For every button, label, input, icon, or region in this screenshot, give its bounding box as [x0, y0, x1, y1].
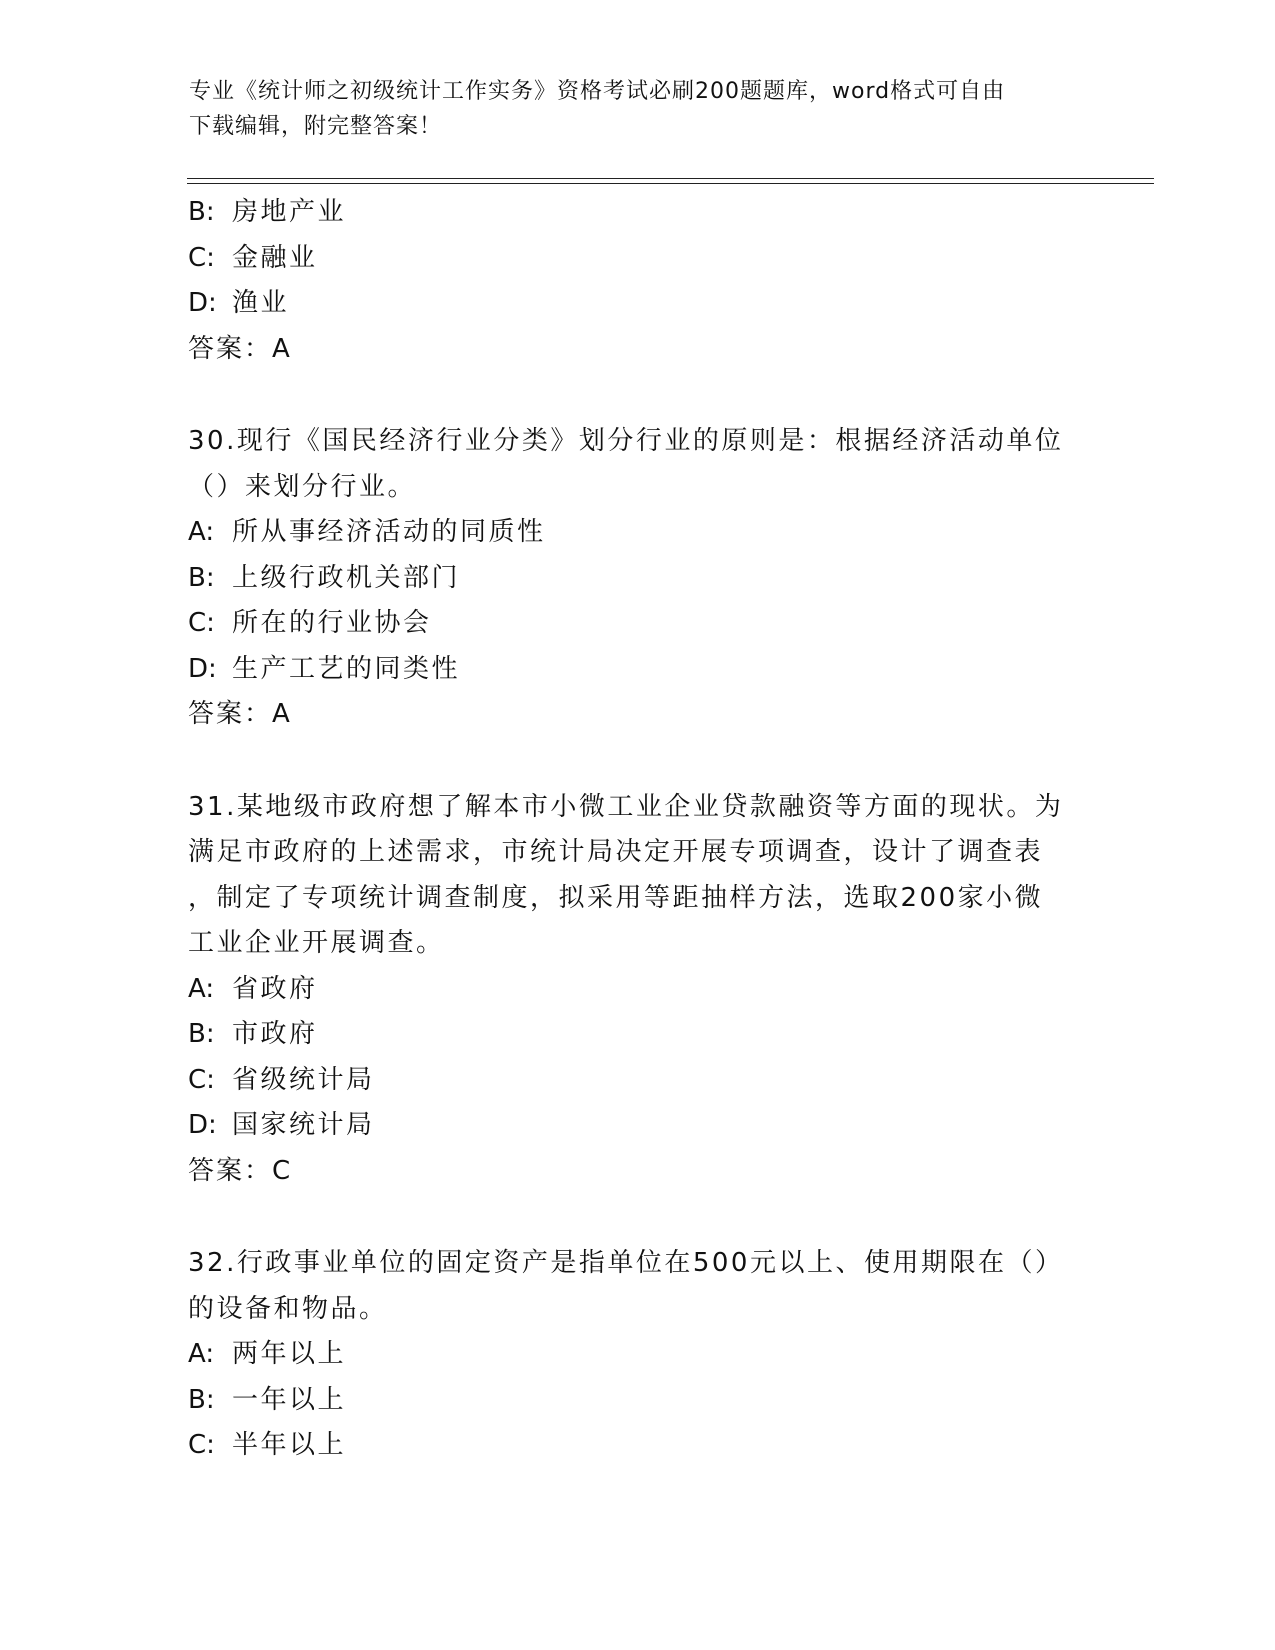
option-c: C: 金融业: [188, 242, 318, 273]
header-divider-bottom: [187, 183, 1154, 184]
question-30: [188, 419, 1088, 738]
question-text-line: （）来划分行业。: [188, 471, 417, 502]
question-31: [188, 785, 1088, 1195]
question-text-line: 的设备和物品。: [188, 1293, 388, 1324]
header-divider-top: [187, 178, 1154, 179]
option-d: D: 生产工艺的同类性: [188, 653, 461, 684]
answer-line: 答案：A: [188, 699, 292, 729]
option-b: B: 市政府: [188, 1019, 318, 1049]
question-text-line: 31.某地级市政府想了解本市小微工业企业贷款融资等方面的现状。为: [188, 791, 1064, 822]
question-text-line: 32.行政事业单位的固定资产是指单位在500元以上、使用期限在（）: [188, 1248, 1064, 1278]
document-header: [189, 74, 1069, 144]
question-32: [188, 1241, 1088, 1469]
option-a: A: 省政府: [188, 973, 318, 1004]
option-a: A: 两年以上: [188, 1339, 347, 1369]
question-text-line: 工业企业开展调查。: [188, 928, 445, 958]
question-text-line: 满足市政府的上述需求，市统计局决定开展专项调查，设计了调查表: [188, 837, 1044, 867]
question-spacer: [188, 372, 1088, 419]
option-b: B: 房地产业: [188, 197, 347, 227]
option-c: C: 半年以上: [188, 1430, 347, 1460]
header-line-2: 下载编辑，附完整答案！: [189, 114, 443, 139]
question-spacer: [188, 738, 1088, 785]
option-d: D: 渔业: [188, 288, 290, 318]
question-list: [188, 190, 1088, 1469]
question-text-line: 30.现行《国民经济行业分类》划分行业的原则是：根据经济活动单位: [188, 426, 1064, 456]
option-b: B: 上级行政机关部门: [188, 562, 461, 593]
answer-line: 答案：C: [188, 1155, 293, 1186]
option-c: C: 所在的行业协会: [188, 608, 432, 638]
option-a: A: 所从事经济活动的同质性: [188, 517, 546, 547]
question-text-line: ，制定了专项统计调查制度，拟采用等距抽样方法，选取200家小微: [188, 882, 1044, 913]
question-spacer: [188, 1194, 1088, 1241]
option-d: D: 国家统计局: [188, 1110, 375, 1140]
header-line-1: 专业《统计师之初级统计工作实务》资格考试必刷200题题库，word格式可自由: [189, 79, 1006, 104]
answer-line: 答案：A: [188, 333, 292, 364]
option-b: B: 一年以上: [188, 1384, 347, 1415]
option-c: C: 省级统计局: [188, 1064, 375, 1095]
question-29: [188, 190, 1088, 372]
